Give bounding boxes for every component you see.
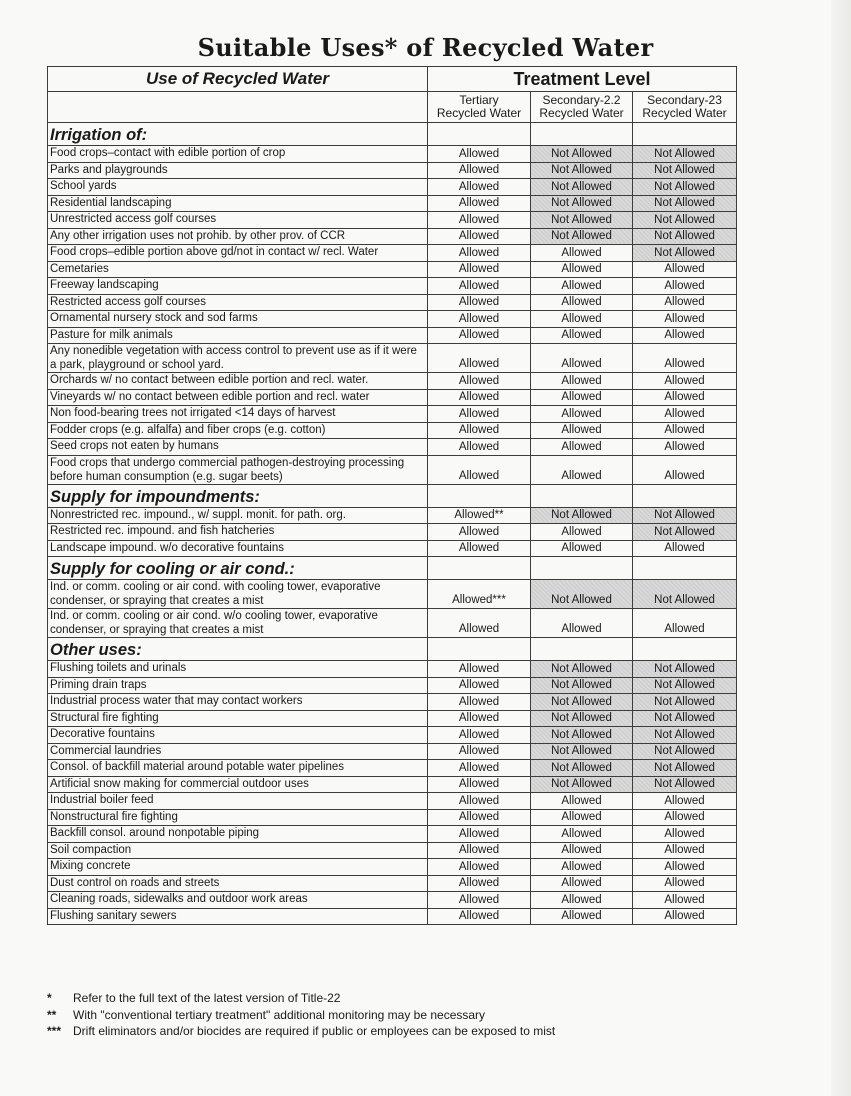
table-row bbox=[48, 710, 737, 727]
empty-cell bbox=[428, 123, 531, 146]
table-row bbox=[48, 294, 737, 311]
allowed-cell: Allowed bbox=[428, 826, 531, 843]
section-heading-row bbox=[48, 484, 737, 507]
allowed-cell: Allowed bbox=[531, 311, 633, 328]
allowed-cell: Allowed bbox=[428, 908, 531, 925]
allowed-cell: Allowed bbox=[428, 609, 531, 638]
allowed-cell: Allowed bbox=[531, 842, 633, 859]
use-description: Food crops–edible portion above gd/not in contact w/ recl. Water bbox=[48, 245, 428, 262]
secondary-23-column-header bbox=[633, 92, 737, 123]
allowed-cell: Allowed bbox=[428, 245, 531, 262]
table-row bbox=[48, 439, 737, 456]
use-description: Structural fire fighting bbox=[48, 710, 428, 727]
footnote-mark: *** bbox=[47, 1024, 62, 1038]
allowed-cell: Allowed bbox=[633, 875, 737, 892]
allowed-cell: Allowed bbox=[531, 609, 633, 638]
treatment-level-header: Treatment Level bbox=[428, 67, 737, 92]
allowed-cell: Allowed bbox=[428, 146, 531, 163]
column-header-line: Recycled Water bbox=[539, 106, 624, 120]
empty-cell bbox=[633, 123, 737, 146]
empty-cell bbox=[428, 557, 531, 580]
table-header-row bbox=[48, 67, 737, 92]
allowed-cell: Allowed bbox=[531, 892, 633, 909]
use-description: Food crops that undergo commercial pathogen-destroying processing before human consumption (e.g. sugar beets) bbox=[48, 455, 428, 484]
allowed-cell: Allowed bbox=[633, 908, 737, 925]
empty-cell bbox=[531, 557, 633, 580]
allowed-cell: Allowed bbox=[428, 311, 531, 328]
use-description: Restricted rec. impound. and fish hatcheries bbox=[48, 524, 428, 541]
allowed-cell: Allowed bbox=[633, 278, 737, 295]
table-row bbox=[48, 261, 737, 278]
use-description: Residential landscaping bbox=[48, 195, 428, 212]
allowed-cell: Allowed bbox=[633, 842, 737, 859]
column-header-line: Tertiary bbox=[459, 93, 499, 107]
allowed-cell: Allowed bbox=[633, 311, 737, 328]
table-row bbox=[48, 162, 737, 179]
recycled-water-uses-table bbox=[47, 66, 737, 925]
footnote bbox=[47, 990, 555, 1007]
empty-cell bbox=[633, 484, 737, 507]
table-row bbox=[48, 146, 737, 163]
column-header-line: Secondary-2.2 bbox=[542, 93, 621, 107]
column-header-line: Recycled Water bbox=[642, 106, 727, 120]
allowed-cell: Allowed bbox=[428, 261, 531, 278]
allowed-cell: Allowed bbox=[428, 455, 531, 484]
not-allowed-cell: Not Allowed bbox=[633, 507, 737, 524]
allowed-cell: Allowed bbox=[428, 195, 531, 212]
table-row bbox=[48, 609, 737, 638]
section-heading-row bbox=[48, 123, 737, 146]
not-allowed-cell: Not Allowed bbox=[633, 228, 737, 245]
footnotes bbox=[47, 990, 555, 1040]
table-row bbox=[48, 507, 737, 524]
allowed-cell: Allowed bbox=[428, 892, 531, 909]
allowed-cell: Allowed bbox=[531, 439, 633, 456]
allowed-cell: Allowed bbox=[531, 373, 633, 390]
allowed-cell: Allowed bbox=[531, 524, 633, 541]
not-allowed-cell: Not Allowed bbox=[633, 710, 737, 727]
allowed-cell: Allowed bbox=[633, 809, 737, 826]
table-row bbox=[48, 422, 737, 439]
use-description: Vineyards w/ no contact between edible portion and recl. water bbox=[48, 389, 428, 406]
table-row bbox=[48, 859, 737, 876]
use-description: Any other irrigation uses not prohib. by other prov. of CCR bbox=[48, 228, 428, 245]
not-allowed-cell: Not Allowed bbox=[633, 146, 737, 163]
table-row bbox=[48, 212, 737, 229]
table-row bbox=[48, 278, 737, 295]
allowed-cell: Allowed bbox=[531, 540, 633, 557]
allowed-cell: Allowed bbox=[428, 373, 531, 390]
use-description: Industrial process water that may contact workers bbox=[48, 694, 428, 711]
allowed-cell: Allowed bbox=[633, 892, 737, 909]
allowed-cell: Allowed*** bbox=[428, 580, 531, 609]
allowed-cell: Allowed bbox=[428, 524, 531, 541]
allowed-cell: Allowed** bbox=[428, 507, 531, 524]
footnote bbox=[47, 1007, 555, 1024]
not-allowed-cell: Not Allowed bbox=[531, 694, 633, 711]
use-description: Nonrestricted rec. impound., w/ suppl. monit. for path. org. bbox=[48, 507, 428, 524]
not-allowed-cell: Not Allowed bbox=[531, 661, 633, 678]
not-allowed-cell: Not Allowed bbox=[633, 195, 737, 212]
not-allowed-cell: Not Allowed bbox=[531, 776, 633, 793]
not-allowed-cell: Not Allowed bbox=[633, 776, 737, 793]
allowed-cell: Allowed bbox=[633, 793, 737, 810]
section-heading: Supply for impoundments: bbox=[48, 484, 428, 507]
allowed-cell: Allowed bbox=[531, 875, 633, 892]
table-row bbox=[48, 743, 737, 760]
not-allowed-cell: Not Allowed bbox=[531, 195, 633, 212]
use-description: Ind. or comm. cooling or air cond. with cooling tower, evaporative condenser, or spraying that creates a mist bbox=[48, 580, 428, 609]
use-description: Flushing sanitary sewers bbox=[48, 908, 428, 925]
allowed-cell: Allowed bbox=[428, 710, 531, 727]
allowed-cell: Allowed bbox=[428, 875, 531, 892]
not-allowed-cell: Not Allowed bbox=[531, 677, 633, 694]
table-row bbox=[48, 875, 737, 892]
allowed-cell: Allowed bbox=[531, 344, 633, 373]
table-row bbox=[48, 580, 737, 609]
section-heading-row bbox=[48, 638, 737, 661]
allowed-cell: Allowed bbox=[428, 694, 531, 711]
allowed-cell: Allowed bbox=[428, 760, 531, 777]
table-row bbox=[48, 760, 737, 777]
table-row bbox=[48, 179, 737, 196]
use-description: Orchards w/ no contact between edible portion and recl. water. bbox=[48, 373, 428, 390]
table-row bbox=[48, 389, 737, 406]
not-allowed-cell: Not Allowed bbox=[531, 710, 633, 727]
use-column-header: Use of Recycled Water bbox=[48, 67, 428, 92]
not-allowed-cell: Not Allowed bbox=[531, 212, 633, 229]
use-description: Restricted access golf courses bbox=[48, 294, 428, 311]
allowed-cell: Allowed bbox=[428, 439, 531, 456]
section-heading: Other uses: bbox=[48, 638, 428, 661]
allowed-cell: Allowed bbox=[428, 809, 531, 826]
table-row bbox=[48, 694, 737, 711]
allowed-cell: Allowed bbox=[531, 406, 633, 423]
use-description: Artificial snow making for commercial outdoor uses bbox=[48, 776, 428, 793]
use-description: Cemetaries bbox=[48, 261, 428, 278]
allowed-cell: Allowed bbox=[428, 661, 531, 678]
use-description: Dust control on roads and streets bbox=[48, 875, 428, 892]
page-edge bbox=[831, 0, 851, 1096]
table-row bbox=[48, 727, 737, 744]
use-description: Decorative fountains bbox=[48, 727, 428, 744]
table-row bbox=[48, 245, 737, 262]
not-allowed-cell: Not Allowed bbox=[633, 524, 737, 541]
empty-cell bbox=[428, 484, 531, 507]
use-description: Flushing toilets and urinals bbox=[48, 661, 428, 678]
allowed-cell: Allowed bbox=[428, 727, 531, 744]
document-title: Suitable Uses* of Recycled Water bbox=[197, 33, 654, 62]
use-description: Seed crops not eaten by humans bbox=[48, 439, 428, 456]
use-description: Mixing concrete bbox=[48, 859, 428, 876]
allowed-cell: Allowed bbox=[633, 859, 737, 876]
allowed-cell: Allowed bbox=[531, 278, 633, 295]
allowed-cell: Allowed bbox=[428, 842, 531, 859]
table-row bbox=[48, 228, 737, 245]
allowed-cell: Allowed bbox=[633, 406, 737, 423]
column-header-line: Secondary-23 bbox=[647, 93, 722, 107]
use-description: Any nonedible vegetation with access control to prevent use as if it were a park, playground or school yard. bbox=[48, 344, 428, 373]
table-row bbox=[48, 908, 737, 925]
allowed-cell: Allowed bbox=[531, 826, 633, 843]
allowed-cell: Allowed bbox=[633, 373, 737, 390]
allowed-cell: Allowed bbox=[428, 278, 531, 295]
allowed-cell: Allowed bbox=[428, 776, 531, 793]
table-row bbox=[48, 842, 737, 859]
not-allowed-cell: Not Allowed bbox=[531, 179, 633, 196]
not-allowed-cell: Not Allowed bbox=[633, 162, 737, 179]
allowed-cell: Allowed bbox=[531, 793, 633, 810]
footnote-text: Drift eliminators and/or biocides are required if public or employees can be exposed to mist bbox=[73, 1024, 556, 1038]
allowed-cell: Allowed bbox=[531, 859, 633, 876]
use-description: Non food-bearing trees not irrigated <14 days of harvest bbox=[48, 406, 428, 423]
not-allowed-cell: Not Allowed bbox=[531, 727, 633, 744]
not-allowed-cell: Not Allowed bbox=[531, 743, 633, 760]
table-row bbox=[48, 195, 737, 212]
allowed-cell: Allowed bbox=[531, 245, 633, 262]
allowed-cell: Allowed bbox=[633, 540, 737, 557]
allowed-cell: Allowed bbox=[633, 422, 737, 439]
blank-header-cell bbox=[48, 92, 428, 123]
table-row bbox=[48, 327, 737, 344]
not-allowed-cell: Not Allowed bbox=[633, 677, 737, 694]
secondary-2-2-column-header bbox=[531, 92, 633, 123]
not-allowed-cell: Not Allowed bbox=[633, 245, 737, 262]
use-description: Pasture for milk animals bbox=[48, 327, 428, 344]
allowed-cell: Allowed bbox=[428, 344, 531, 373]
allowed-cell: Allowed bbox=[428, 540, 531, 557]
use-description: Industrial boiler feed bbox=[48, 793, 428, 810]
use-description: Fodder crops (e.g. alfalfa) and fiber crops (e.g. cotton) bbox=[48, 422, 428, 439]
allowed-cell: Allowed bbox=[531, 327, 633, 344]
table-row bbox=[48, 524, 737, 541]
allowed-cell: Allowed bbox=[633, 826, 737, 843]
table-row bbox=[48, 793, 737, 810]
table-row bbox=[48, 344, 737, 373]
use-description: School yards bbox=[48, 179, 428, 196]
not-allowed-cell: Not Allowed bbox=[633, 727, 737, 744]
allowed-cell: Allowed bbox=[633, 389, 737, 406]
not-allowed-cell: Not Allowed bbox=[633, 580, 737, 609]
use-description: Unrestricted access golf courses bbox=[48, 212, 428, 229]
allowed-cell: Allowed bbox=[428, 859, 531, 876]
tertiary-column-header bbox=[428, 92, 531, 123]
not-allowed-cell: Not Allowed bbox=[531, 760, 633, 777]
allowed-cell: Allowed bbox=[531, 809, 633, 826]
table-row bbox=[48, 776, 737, 793]
allowed-cell: Allowed bbox=[428, 294, 531, 311]
allowed-cell: Allowed bbox=[428, 422, 531, 439]
allowed-cell: Allowed bbox=[633, 609, 737, 638]
section-heading: Supply for cooling or air cond.: bbox=[48, 557, 428, 580]
treatment-subheader-row bbox=[48, 92, 737, 123]
table-body bbox=[48, 123, 737, 925]
table-row bbox=[48, 311, 737, 328]
use-description: Backfill consol. around nonpotable piping bbox=[48, 826, 428, 843]
allowed-cell: Allowed bbox=[531, 908, 633, 925]
not-allowed-cell: Not Allowed bbox=[633, 694, 737, 711]
allowed-cell: Allowed bbox=[633, 439, 737, 456]
not-allowed-cell: Not Allowed bbox=[531, 507, 633, 524]
use-description: Ind. or comm. cooling or air cond. w/o cooling tower, evaporative condenser, or spraying that creates a mist bbox=[48, 609, 428, 638]
empty-cell bbox=[531, 123, 633, 146]
allowed-cell: Allowed bbox=[428, 677, 531, 694]
use-description: Nonstructural fire fighting bbox=[48, 809, 428, 826]
table-row bbox=[48, 373, 737, 390]
empty-cell bbox=[428, 638, 531, 661]
allowed-cell: Allowed bbox=[531, 294, 633, 311]
not-allowed-cell: Not Allowed bbox=[531, 228, 633, 245]
allowed-cell: Allowed bbox=[428, 162, 531, 179]
table-row bbox=[48, 677, 737, 694]
use-description: Priming drain traps bbox=[48, 677, 428, 694]
table-row bbox=[48, 661, 737, 678]
allowed-cell: Allowed bbox=[428, 212, 531, 229]
not-allowed-cell: Not Allowed bbox=[531, 146, 633, 163]
not-allowed-cell: Not Allowed bbox=[633, 212, 737, 229]
table-row bbox=[48, 406, 737, 423]
use-description: Consol. of backfill material around potable water pipelines bbox=[48, 760, 428, 777]
allowed-cell: Allowed bbox=[633, 261, 737, 278]
empty-cell bbox=[531, 638, 633, 661]
use-description: Parks and playgrounds bbox=[48, 162, 428, 179]
allowed-cell: Allowed bbox=[633, 294, 737, 311]
allowed-cell: Allowed bbox=[428, 793, 531, 810]
use-description: Landscape impound. w/o decorative fountains bbox=[48, 540, 428, 557]
use-description: Freeway landscaping bbox=[48, 278, 428, 295]
not-allowed-cell: Not Allowed bbox=[531, 162, 633, 179]
allowed-cell: Allowed bbox=[633, 344, 737, 373]
table-row bbox=[48, 455, 737, 484]
allowed-cell: Allowed bbox=[633, 327, 737, 344]
not-allowed-cell: Not Allowed bbox=[633, 743, 737, 760]
allowed-cell: Allowed bbox=[531, 389, 633, 406]
empty-cell bbox=[633, 557, 737, 580]
table-row bbox=[48, 892, 737, 909]
footnote-text: With "conventional tertiary treatment" additional monitoring may be necessary bbox=[73, 1007, 486, 1022]
use-description: Food crops–contact with edible portion of crop bbox=[48, 146, 428, 163]
footnote-mark: * bbox=[47, 991, 52, 1005]
allowed-cell: Allowed bbox=[428, 389, 531, 406]
use-description: Soil compaction bbox=[48, 842, 428, 859]
table-row bbox=[48, 826, 737, 843]
empty-cell bbox=[633, 638, 737, 661]
allowed-cell: Allowed bbox=[428, 179, 531, 196]
allowed-cell: Allowed bbox=[428, 327, 531, 344]
allowed-cell: Allowed bbox=[428, 743, 531, 760]
allowed-cell: Allowed bbox=[531, 455, 633, 484]
table-row bbox=[48, 540, 737, 557]
allowed-cell: Allowed bbox=[531, 422, 633, 439]
allowed-cell: Allowed bbox=[633, 455, 737, 484]
not-allowed-cell: Not Allowed bbox=[633, 179, 737, 196]
use-description: Cleaning roads, sidewalks and outdoor work areas bbox=[48, 892, 428, 909]
footnote-mark: ** bbox=[47, 1007, 57, 1022]
not-allowed-cell: Not Allowed bbox=[633, 760, 737, 777]
allowed-cell: Allowed bbox=[428, 406, 531, 423]
empty-cell bbox=[531, 484, 633, 507]
not-allowed-cell: Not Allowed bbox=[531, 580, 633, 609]
use-description: Ornamental nursery stock and sod farms bbox=[48, 311, 428, 328]
section-heading: Irrigation of: bbox=[48, 123, 428, 146]
section-heading-row bbox=[48, 557, 737, 580]
allowed-cell: Allowed bbox=[428, 228, 531, 245]
footnote-text: Refer to the full text of the latest version of Title-22 bbox=[73, 991, 341, 1005]
use-description: Commercial laundries bbox=[48, 743, 428, 760]
allowed-cell: Allowed bbox=[531, 261, 633, 278]
footnote bbox=[47, 1023, 555, 1040]
column-header-line: Recycled Water bbox=[436, 106, 522, 120]
not-allowed-cell: Not Allowed bbox=[633, 661, 737, 678]
table-row bbox=[48, 809, 737, 826]
